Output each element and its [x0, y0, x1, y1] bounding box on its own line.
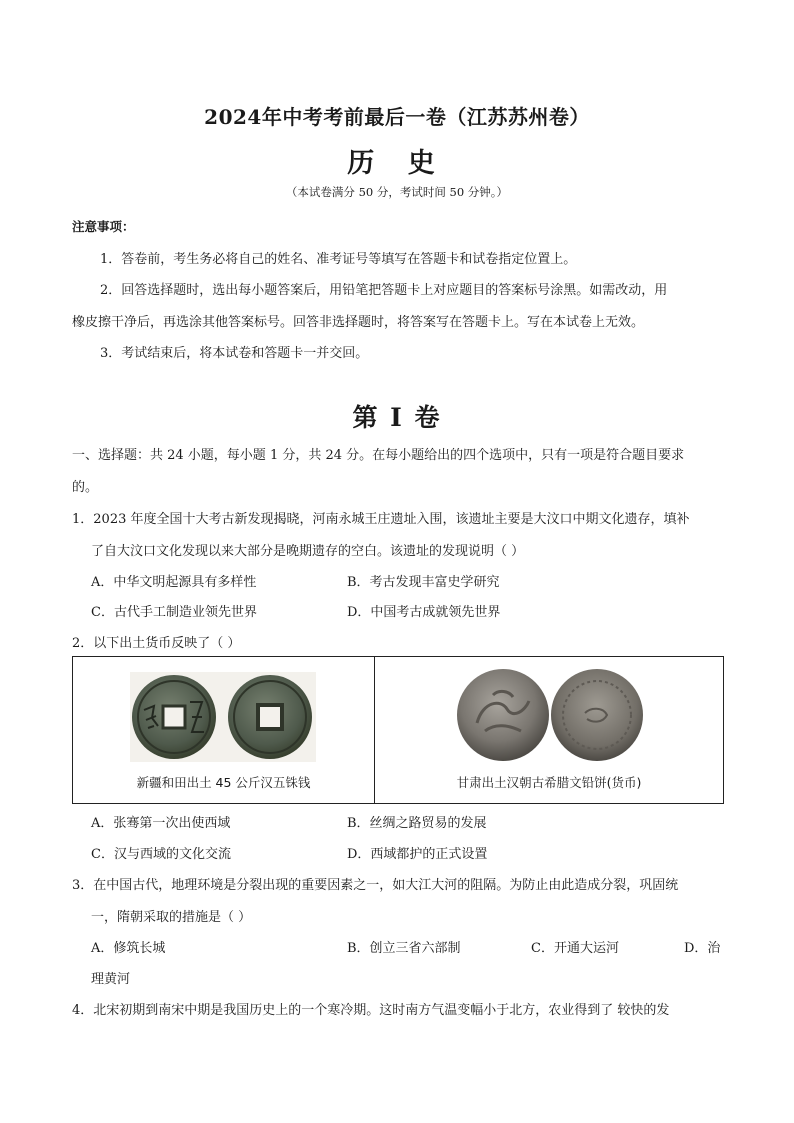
q2-option-d: D．西域都护的正式设置 — [347, 847, 488, 862]
section-intro-line-1: 一、选择题：共 24 小题，每小题 1 分，共 24 分。在每小题给出的四个选项中，只有一项是符合题目要求 — [72, 448, 685, 463]
q3-stem-line-1: 3．在中国古代，地理环境是分裂出现的重要因素之一，如大江大河的阻隔。为防止由此造成分裂，巩固统 — [72, 878, 679, 893]
q3-option-c: C．开通大运河 — [531, 941, 619, 956]
q2-right-caption: 甘肃出土汉朝古希腊文铅饼(货币) — [456, 775, 642, 790]
section-intro-line-2: 的。 — [72, 480, 99, 495]
q1-option-d: D．中国考古成就领先世界 — [347, 605, 501, 620]
q3-option-b: B．创立三省六部制 — [347, 941, 461, 956]
q1-option-c: C．古代手工制造业领先世界 — [91, 605, 257, 620]
lead-cake-coin-image — [455, 665, 645, 765]
notice-line-1: 1．答卷前，考生务必将自己的姓名、准考证号等填写在答题卡和试卷指定位置上。 — [100, 252, 577, 267]
q2-left-cell — [73, 657, 374, 803]
q4-stem-line-1: 4．北宋初期到南宋中期是我国历史上的一个寒冷期。这时南方气温变幅小于北方，农业得到了 较快的发 — [72, 1003, 670, 1018]
q2-right-cell — [375, 657, 723, 803]
q3-option-d-tail: 理黄河 — [91, 972, 131, 987]
q1-stem-line-1: 1．2023 年度全国十大考古新发现揭晓，河南永城王庄遗址入围，该遗址主要是大汶口中期文化遗存，填补 — [72, 512, 690, 527]
q1-option-a: A．中华文明起源具有多样性 — [91, 575, 257, 590]
q2-left-caption: 新疆和田出土 45 公斤汉五铢钱 — [136, 775, 311, 790]
q2-option-a: A．张骞第一次出使西域 — [91, 816, 231, 831]
section-title: 第 I 卷 — [352, 403, 442, 432]
notice-line-3: 橡皮擦干净后，再选涂其他答案标号。回答非选择题时，将答案写在答题卡上。写在本试卷上无效。 — [72, 315, 645, 330]
notice-line-2: 2．回答选择题时，选出每小题答案后，用铅笔把答题卡上对应题目的答案标号涂黑。如需改动，用 — [100, 283, 668, 298]
q1-option-b: B．考古发现丰富史学研究 — [347, 575, 500, 590]
q3-option-a: A．修筑长城 — [91, 941, 166, 956]
q2-option-c: C．汉与西域的文化交流 — [91, 847, 231, 862]
exam-title: 2024年中考考前最后一卷（江苏苏州卷） — [204, 105, 590, 129]
q1-stem-line-2: 了自大汶口文化发现以来大部分是晚期遗存的空白。该遗址的发现说明（ ） — [91, 544, 525, 559]
notice-line-4: 3．考试结束后，将本试卷和答题卡一并交回。 — [100, 346, 369, 361]
wuzhu-coin-image — [130, 672, 316, 762]
notice-heading: 注意事项： — [72, 219, 135, 234]
subject-title: 历 史 — [347, 148, 447, 179]
q3-stem-line-2: 一，隋朝采取的措施是（ ） — [91, 910, 252, 925]
q2-option-b: B．丝绸之路贸易的发展 — [347, 816, 487, 831]
q2-stem: 2．以下出土货币反映了（ ） — [72, 636, 241, 651]
q2-coin-table — [72, 656, 724, 804]
exam-note: （本试卷满分 50 分，考试时间 50 分钟。） — [285, 185, 509, 199]
q3-option-d-head: D．治 — [684, 941, 721, 956]
